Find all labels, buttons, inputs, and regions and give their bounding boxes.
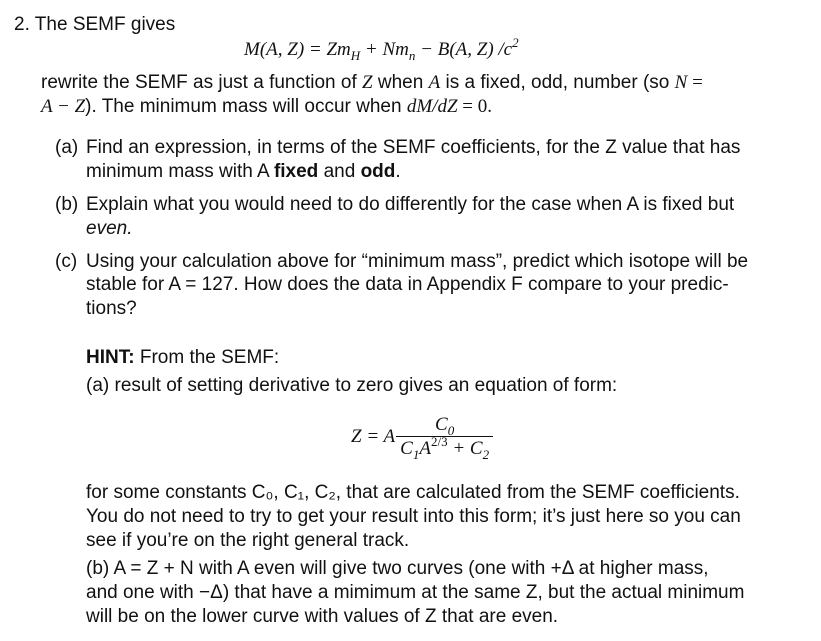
hint-title [86,346,279,370]
equation-term-nmn: + Nm [360,39,409,60]
hint-a-line: (a) result of setting derivative to zero gives an equation of form: [86,375,618,396]
part-a-line-1: Find an expression, in terms of the SEMF coefficients, for the Z value that has [86,137,741,158]
hint-b-line-2: and one with −Δ) that have a mimimum at the same Z, but the actual minimum [86,582,745,603]
part-b-line-1: Explain what you would need to do differently for the case when A is fixed but [86,194,735,215]
part-a-label: (a) [55,137,79,158]
hint-b-line-1: (b) A = Z + N with A even will give two curves (one with +Δ at higher mass, [86,558,709,579]
part-b-line-2: even. [86,218,133,239]
problem-header [14,13,175,37]
math-n: N [674,72,688,93]
math-derivative: dM/dZ [406,96,458,117]
part-c-label: (c) [55,251,78,272]
hint-para-line-2: You do not need to try to get your result into this form; it’s just here so you can [86,506,741,527]
bold-odd: odd [360,161,396,182]
problem-number: 2. [14,14,30,35]
hint-para-line-3: see if you’re on the right general track. [86,530,410,551]
hint-b-line-3: will be on the lower curve with values of Z that are even. [86,606,559,627]
bold-fixed: fixed [273,161,319,182]
text: is a fixed, odd, number (so [440,72,675,93]
text: and [318,161,361,182]
sub-1: 1 [412,447,420,462]
part-c-line-2: stable for A = 127. How does the data in Appendix F compare to your predic- [86,274,729,295]
part-c-line-1: Using your calculation above for “minimum mass”, predict which isotope will be [86,251,749,272]
formula-denominator [396,436,493,460]
c1: C [400,438,413,459]
math-eq: = [687,72,703,93]
text: ). The minimum mass will occur when [85,96,407,117]
part-c-line-3: tions? [86,298,137,319]
math-a: A [428,72,441,93]
formula-lhs: Z = A [351,426,396,447]
text: rewrite the SEMF as just a function of [41,72,363,93]
semf-equation [244,35,519,63]
equation-term-zmh: Zm [326,39,351,60]
formula-numerator [396,414,493,436]
rewrite-line-2 [41,95,492,119]
hint-para-line-1: for some constants C₀, C₁, C₂, that are calculated from the SEMF coefficients. [86,482,740,503]
math-a-minus-z: A − Z [41,96,86,117]
math-eq-zero: = 0. [457,96,492,117]
formula-fraction [396,414,493,460]
text: From the SEMF: [134,347,280,368]
equation-sub-h: H [350,48,361,63]
part-a-line-2 [86,160,401,184]
equation-sub-n: n [408,48,416,63]
text: when [372,72,429,93]
sub-0: 0 [447,423,455,438]
sup-2-3: 2/3 [430,434,448,449]
hint-formula [351,414,493,460]
plus-c2: + C [447,438,483,459]
sub-2: 2 [482,447,490,462]
a: A [419,438,431,459]
math-z: Z [362,72,373,93]
rewrite-line-1 [41,71,703,95]
text: minimum mass with A [86,161,274,182]
equation-sup-2: 2 [512,35,519,50]
part-b-label: (b) [55,194,79,215]
hint-label: HINT: [86,347,135,368]
problem-intro: The SEMF gives [34,14,176,35]
c0: C [435,414,448,435]
equation-lhs: M(A, Z) = [244,39,327,60]
text: . [395,161,401,182]
equation-term-binding: − B(A, Z) /c [415,39,513,60]
